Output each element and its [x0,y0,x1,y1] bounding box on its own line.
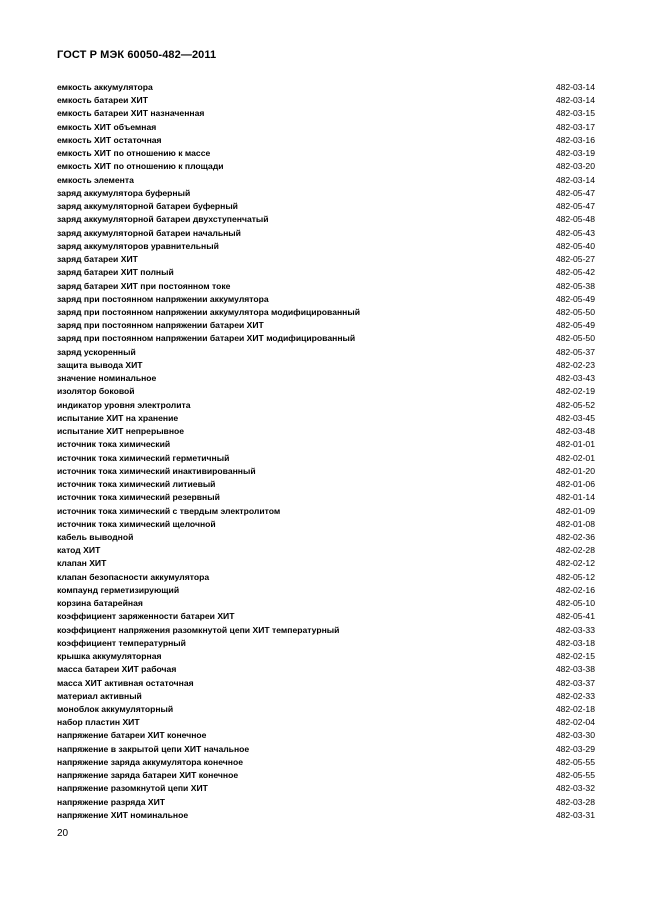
index-entry [57,81,595,94]
entry-term: заряд при постоянном напряжении батареи ХИТ модифицированный [57,333,356,344]
entry-term: заряд аккумуляторов уравнительный [57,240,219,251]
index-entry [57,809,595,822]
index-entry [57,332,595,345]
index-entry [57,412,595,425]
entry-term: катод ХИТ [57,545,101,556]
entry-code: 482-03-43 [555,373,595,384]
entry-code: 482-03-30 [555,730,595,741]
index-entry [57,571,595,584]
index-entry [57,160,595,173]
entry-term: коэффициент заряженности батареи ХИТ [57,611,235,622]
entry-term: емкость ХИТ по отношению к площади [57,161,224,172]
entry-term: заряд батареи ХИТ при постоянном токе [57,280,231,291]
index-entry [57,121,595,134]
index-entry [57,769,595,782]
index-entry [57,743,595,756]
entry-term: материал активный [57,690,142,701]
index-entry [57,187,595,200]
entry-term: заряд аккумуляторной батареи двухступенчатый [57,214,269,225]
entry-code: 482-05-47 [555,187,595,198]
entry-term: источник тока химический резервный [57,492,220,503]
entry-code: 482-01-08 [555,518,595,529]
index-entry [57,438,595,451]
entry-term: напряжение в закрытой цепи ХИТ начальное [57,743,250,754]
index-entry [57,213,595,226]
entry-code: 482-02-12 [555,558,595,569]
index-entry [57,703,595,716]
entry-term: значение номинальное [57,373,157,384]
index-entry [57,293,595,306]
entry-code: 482-03-19 [555,148,595,159]
index-entry [57,107,595,120]
page-number: 20 [57,828,69,839]
entry-code: 482-05-50 [555,333,595,344]
entry-code: 482-02-04 [555,717,595,728]
entry-code: 482-05-38 [555,280,595,291]
entry-term: крышка аккумуляторная [57,651,162,662]
index-entry [57,584,595,597]
entry-term: емкость ХИТ объемная [57,121,157,132]
entry-code: 482-05-42 [555,267,595,278]
index-entry [57,319,595,332]
entry-code: 482-03-45 [555,412,595,423]
entry-term: источник тока химический щелочной [57,518,216,529]
index-entry [57,531,595,544]
entry-code: 482-03-16 [555,134,595,145]
index-entry [57,174,595,187]
index-entry [57,425,595,438]
entry-term: корзина батарейная [57,598,143,609]
term-index-list [57,81,595,822]
entry-term: напряжение батареи ХИТ конечное [57,730,207,741]
entry-code: 482-03-37 [555,677,595,688]
index-entry [57,690,595,703]
entry-code: 482-03-48 [555,426,595,437]
entry-code: 482-05-55 [555,770,595,781]
entry-code: 482-01-01 [555,439,595,450]
entry-term: емкость ХИТ по отношению к массе [57,148,211,159]
entry-code: 482-03-15 [555,108,595,119]
index-entry [57,637,595,650]
entry-code: 482-03-29 [555,743,595,754]
entry-code: 482-05-52 [555,399,595,410]
index-entry [57,385,595,398]
entry-code: 482-05-48 [555,214,595,225]
index-entry [57,134,595,147]
index-entry [57,597,595,610]
document-header: ГОСТ Р МЭК 60050-482—2011 [57,49,217,61]
entry-term: изолятор боковой [57,386,135,397]
entry-code: 482-02-16 [555,584,595,595]
entry-code: 482-05-49 [555,320,595,331]
entry-code: 482-01-14 [555,492,595,503]
entry-code: 482-03-17 [555,121,595,132]
entry-term: заряд при постоянном напряжении батареи ХИТ [57,320,264,331]
entry-term: источник тока химический литиевый [57,479,216,490]
entry-term: заряд ускоренный [57,346,136,357]
entry-code: 482-01-06 [555,479,595,490]
entry-code: 482-05-27 [555,254,595,265]
entry-term: емкость батареи ХИТ [57,95,148,106]
entry-term: масса ХИТ активная остаточная [57,677,194,688]
index-entry [57,266,595,279]
index-entry [57,240,595,253]
entry-code: 482-05-40 [555,240,595,251]
index-entry [57,729,595,742]
entry-term: масса батареи ХИТ рабочая [57,664,177,675]
entry-code: 482-02-36 [555,531,595,542]
entry-code: 482-02-01 [555,452,595,463]
entry-term: напряжение ХИТ номинальное [57,809,189,820]
entry-term: набор пластин ХИТ [57,717,140,728]
entry-term: заряд батареи ХИТ [57,254,138,265]
index-entry [57,505,595,518]
index-entry [57,306,595,319]
index-entry [57,200,595,213]
entry-term: заряд аккумуляторной батареи буферный [57,201,238,212]
entry-code: 482-03-14 [555,95,595,106]
entry-code: 482-01-09 [555,505,595,516]
entry-term: заряд при постоянном напряжении аккумулятора [57,293,269,304]
index-entry [57,452,595,465]
entry-term: источник тока химический с твердым электролитом [57,505,281,516]
entry-term: напряжение разряда ХИТ [57,796,166,807]
entry-term: испытание ХИТ непрерывное [57,426,185,437]
index-entry [57,94,595,107]
index-entry [57,465,595,478]
entry-term: емкость батареи ХИТ назначенная [57,108,205,119]
entry-term: емкость ХИТ остаточная [57,134,162,145]
index-entry [57,359,595,372]
entry-code: 482-02-15 [555,651,595,662]
entry-code: 482-01-20 [555,465,595,476]
entry-term: напряжение заряда аккумулятора конечное [57,756,244,767]
entry-code: 482-05-50 [555,306,595,317]
entry-code: 482-03-20 [555,161,595,172]
entry-code: 482-03-31 [555,809,595,820]
entry-code: 482-03-38 [555,664,595,675]
index-entry [57,663,595,676]
index-entry [57,716,595,729]
index-entry [57,650,595,663]
entry-code: 482-05-10 [555,598,595,609]
index-entry [57,610,595,623]
entry-code: 482-02-28 [555,545,595,556]
index-entry [57,518,595,531]
entry-code: 482-03-33 [555,624,595,635]
index-entry [57,227,595,240]
entry-code: 482-02-33 [555,690,595,701]
entry-code: 482-05-37 [555,346,595,357]
entry-term: источник тока химический [57,439,171,450]
entry-term: защита вывода ХИТ [57,359,143,370]
entry-code: 482-05-49 [555,293,595,304]
index-entry [57,399,595,412]
entry-term: индикатор уровня электролита [57,399,191,410]
index-entry [57,782,595,795]
entry-code: 482-02-23 [555,359,595,370]
entry-code: 482-05-55 [555,756,595,767]
entry-code: 482-02-18 [555,704,595,715]
entry-term: моноблок аккумуляторный [57,704,174,715]
entry-term: источник тока химический инактивированный [57,465,256,476]
entry-term: заряд батареи ХИТ полный [57,267,174,278]
entry-code: 482-05-43 [555,227,595,238]
entry-code: 482-05-41 [555,611,595,622]
entry-code: 482-05-47 [555,201,595,212]
index-entry [57,253,595,266]
entry-term: заряд при постоянном напряжении аккумулятора модифицированный [57,306,360,317]
index-entry [57,280,595,293]
entry-term: клапан безопасности аккумулятора [57,571,210,582]
entry-code: 482-03-32 [555,783,595,794]
entry-term: клапан ХИТ [57,558,107,569]
entry-term: кабель выводной [57,531,134,542]
index-entry [57,756,595,769]
index-entry [57,491,595,504]
entry-code: 482-03-28 [555,796,595,807]
index-entry [57,478,595,491]
entry-term: коэффициент температурный [57,637,186,648]
index-entry [57,346,595,359]
index-entry [57,147,595,160]
entry-term: испытание ХИТ на хранение [57,412,179,423]
entry-code: 482-03-14 [555,82,595,92]
entry-term: источник тока химический герметичный [57,452,230,463]
entry-code: 482-03-14 [555,174,595,185]
index-entry [57,557,595,570]
index-entry [57,624,595,637]
entry-term: напряжение разомкнутой цепи ХИТ [57,783,208,794]
entry-term: напряжение заряда батареи ХИТ конечное [57,770,239,781]
entry-code: 482-05-12 [555,571,595,582]
index-entry [57,796,595,809]
entry-term: компаунд герметизирующий [57,584,180,595]
entry-term: заряд аккумулятора буферный [57,187,191,198]
entry-term: емкость аккумулятора [57,82,153,92]
entry-term: коэффициент напряжения разомкнутой цепи ХИТ температурный [57,624,340,635]
index-entry [57,544,595,557]
entry-code: 482-03-18 [555,637,595,648]
entry-code: 482-02-19 [555,386,595,397]
entry-term: емкость элемента [57,174,134,185]
entry-term: заряд аккумуляторной батареи начальный [57,227,241,238]
index-entry [57,372,595,385]
index-entry [57,677,595,690]
